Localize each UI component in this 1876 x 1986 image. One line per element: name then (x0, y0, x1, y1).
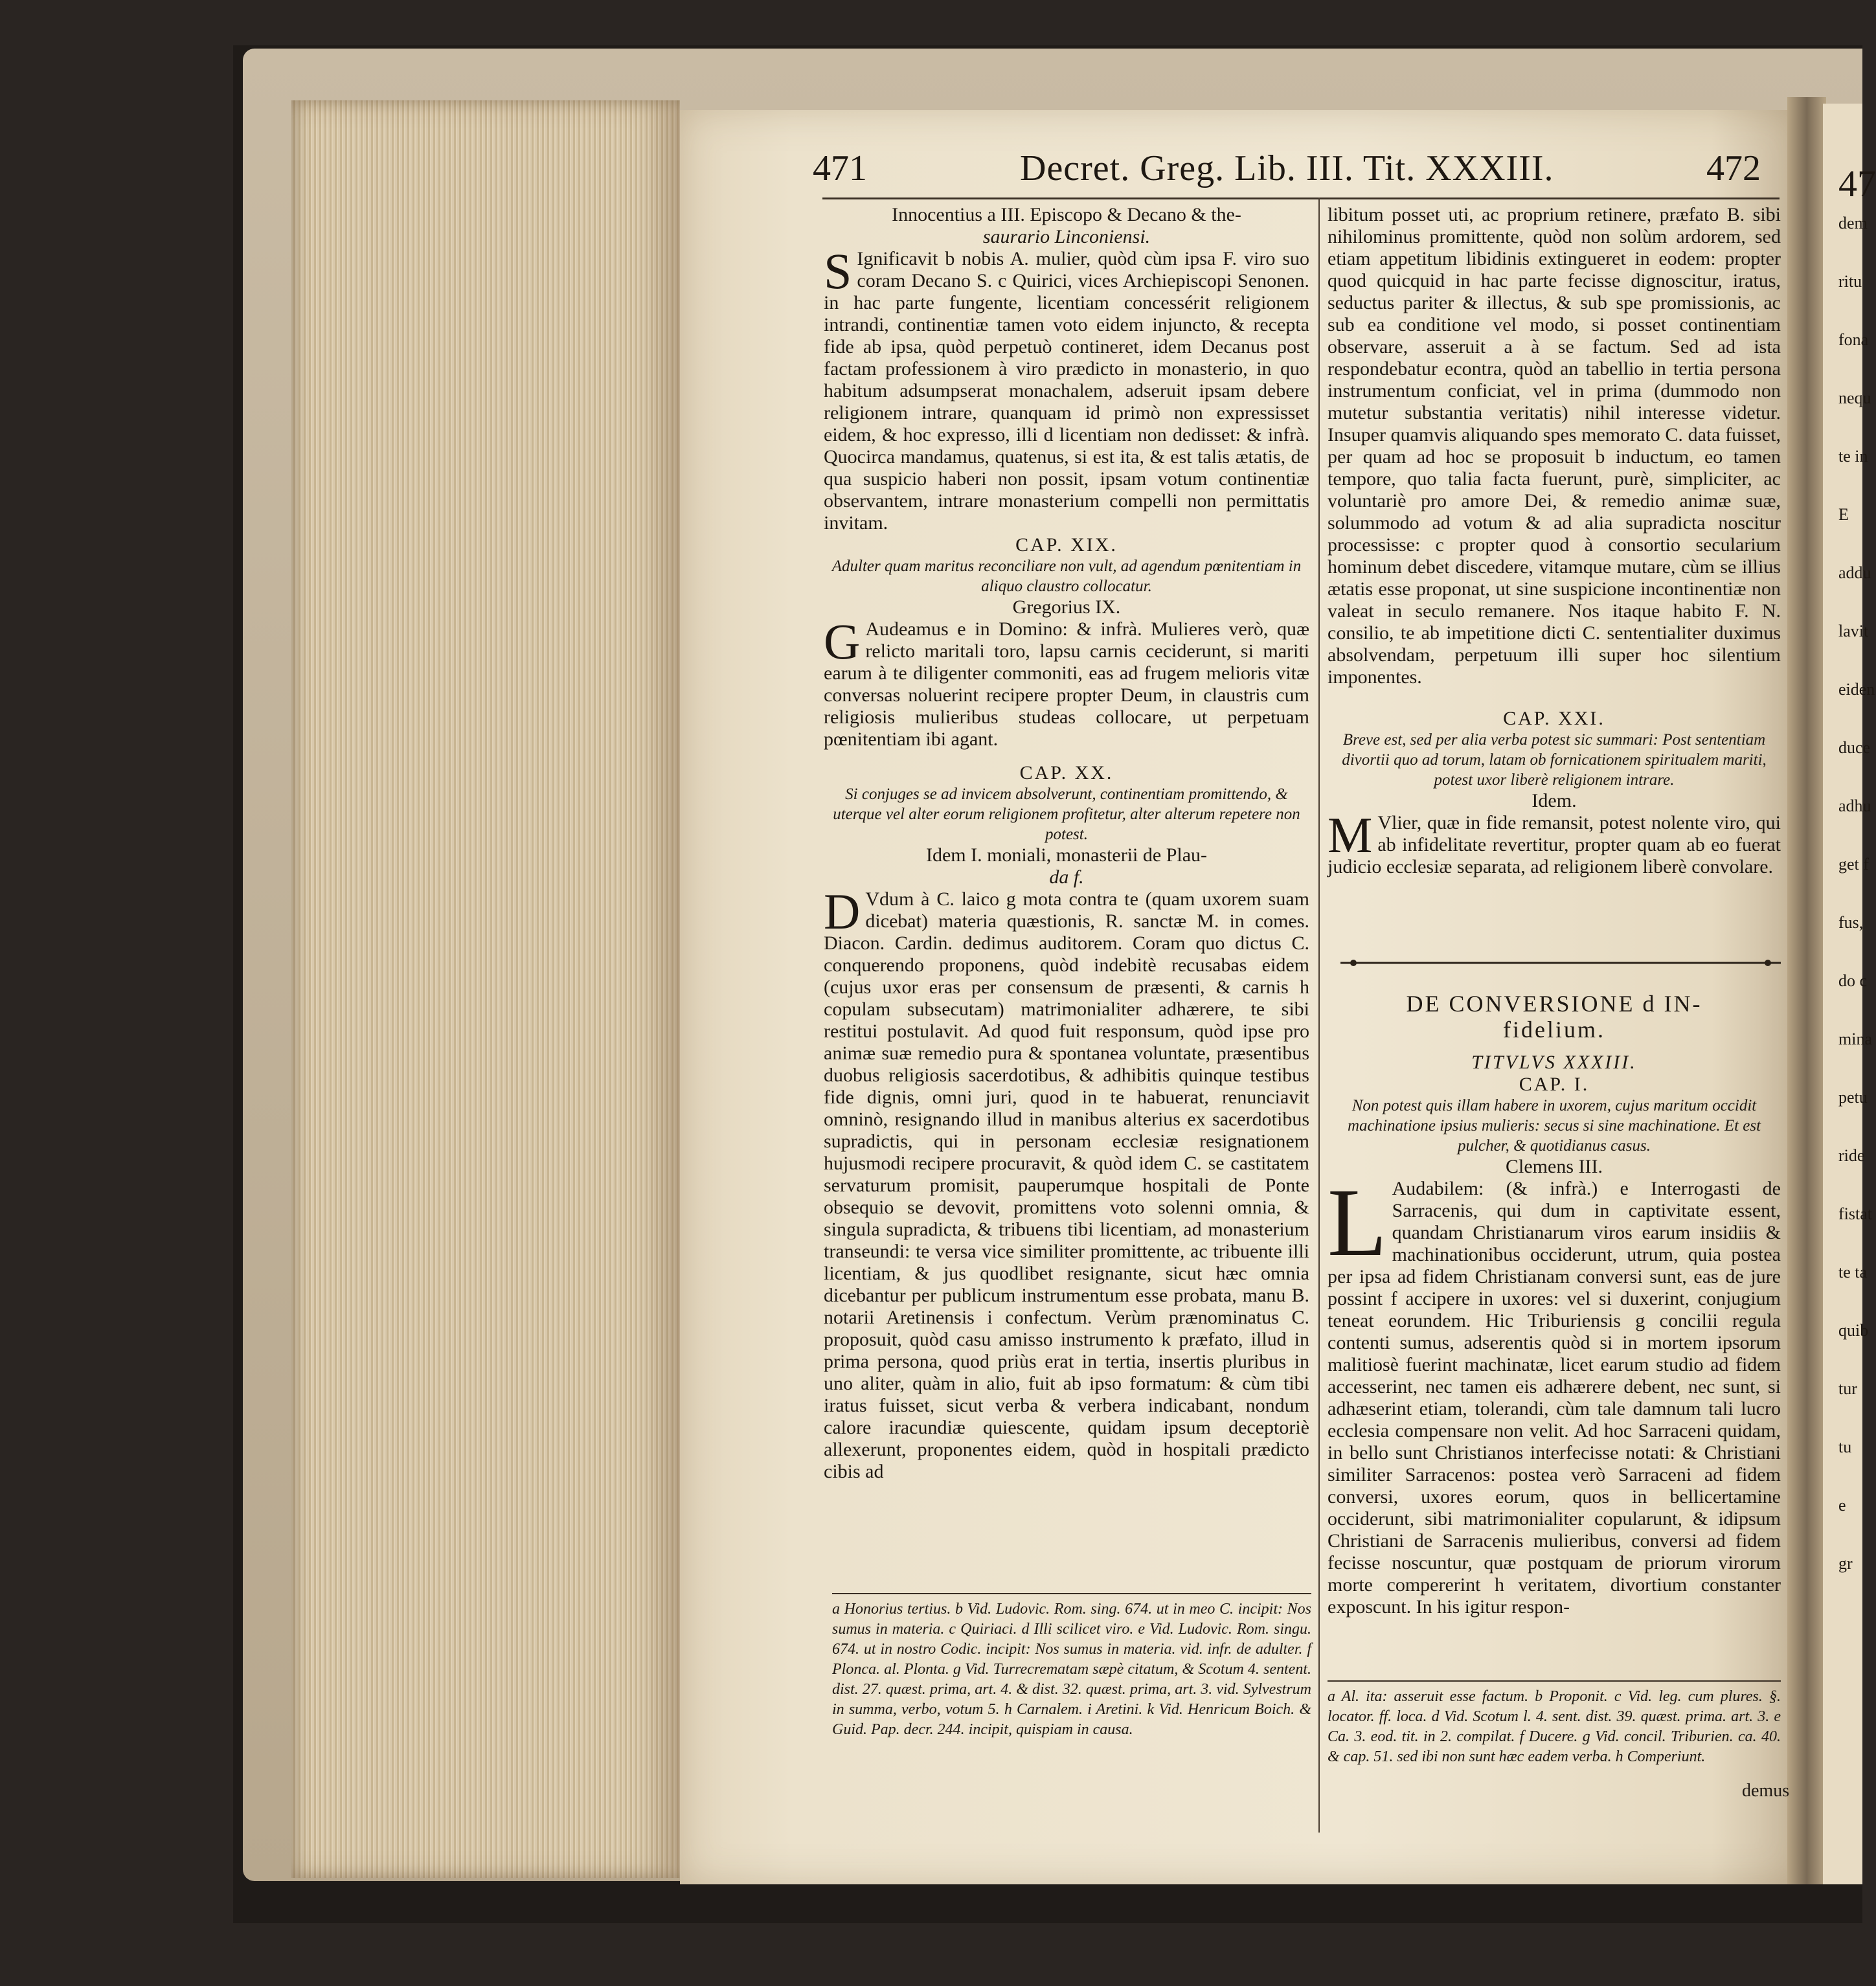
drop-cap: G (824, 613, 861, 670)
chapter-heading: CAP. XX. (1019, 762, 1114, 784)
page-stack-edge (291, 100, 680, 1878)
header-rule (822, 197, 1780, 199)
facing-page-fragment-text: quib (1838, 1321, 1869, 1340)
facing-page-fragment-text: adhu (1838, 796, 1871, 815)
facing-page-fragment-text: ritu (1838, 272, 1862, 291)
page-number-left: 471 (813, 148, 867, 188)
right-column-section (1328, 991, 1781, 1618)
chapter-author: Idem. (1531, 790, 1577, 811)
footnotes-right: a Al. ita: asseruit esse factum. b Proponit. c Vid. leg. cum plures. §. locator. ff. loca. d Vid. Scotum l. 4. sent. dist. 39. quæst. prima. art. 3. e Ca. 3. eod. tit. in 2. compilat. f Ducere. g Vid. concil. Triburien. ca. 40. & cap. 51. sed ibi non sunt hæc eadem verba. h Comperiunt. (1328, 1688, 1781, 1765)
facing-page-fragment-text: dem (1838, 214, 1868, 232)
paragraph (1328, 1169, 1781, 1618)
drop-cap: L (1328, 1169, 1387, 1276)
facing-page-fragment-text: ride (1838, 1146, 1865, 1165)
drop-cap: S (824, 243, 852, 299)
facing-page-fragment-text: get f (1838, 855, 1869, 874)
facing-page-fragment-text: gr (1838, 1554, 1853, 1573)
paragraph (824, 243, 1309, 534)
chapter-author: Idem I. moniali, monasterii de Plau- (925, 844, 1208, 866)
chapter-heading: CAP. XXI. (1503, 708, 1605, 729)
paragraph-text: libitum posset uti, ac proprium retinere, præfato B. sibi nihilominus promittente, quòd non solùm ardorem, sed etiam appetitum libidinis extingueret in eodem: propter quod quicquid in hac parte fecisse dignoscitur, iratus, seductus pariter & illectus, & sub spe promissionis, ac sub ea conditione vel modo, si posset continentiam observare, asseruit a à se factum. Sed ad ista respondebatur econtra, quòd an tabellio in tertia persona instrumentum conficiat, vel in prima (dummodo non mutetur substantia veritatis) nihil interesse videtur. Insuper quamvis aliquando spes memorato C. data fuisset, per quam ad hoc se proposuit b inductum, eo tamen tempore, quo talia facta fuerunt, purè, simpliciter, ac voluntariè pro amore Dei, & remedio animæ suæ, solummodo ad votum & ad alia supradicta noscitur processisse: c propter quod à consortio secularium hominum debet discedere, vitamque mutare, cùm se illius ætatis esse proponat, ut sine suspicione incontinentiæ non valeat in seculo remanere. Nos itaque habito F. N. consilio, te ab impetitione dicti C. sententialiter duximus absolvendam, perpetuum illi super hoc silentium imponentes. (1328, 204, 1781, 688)
left-column (824, 204, 1309, 1483)
facing-page-fragment-text: addu (1838, 563, 1871, 582)
paragraph-text: Vdum à C. laico g mota contra te (quam uxorem suam dicebat) materia quæstionis, R. sanctæ M. in comes. Diacon. Cardin. dedimus auditorem. Coram quo dictus C. conquerendo proponens, quòd indebitè recusabas eidem (cujus uxor eras per consensum de præsenti, & carnis h copulam subsecutam) matrimonialiter adhærere, te sibi restitui postulavit. Ad quod fuit responsum, quòd ipse pro animæ suæ remedio pura & spontanea voluntate, præsentibus duobus religiosis sacerdotibus, & adhibitis quinque testibus fide dignis, omni juri, quod in te habuerat, renunciavit omninò, resignando illud in manibus alterius ex sacerdotibus supradictis, qui in personam ecclesiæ resignationem hujusmodi recipere procuravit, & quòd idem C. se castitatem servaturum promisit, pauperumque hospitali de Ponte obsequio se devovit, promittens voto solenni omnia, & singula supradicta, & tribuens tibi licentiam, ad monasterium transeundi: te versa vice similiter promittente, ac tribuente illi licentiam, & jus quodlibet resignante, sicut hæc omnia dicebantur per publicum instrumentum esse probata, manu B. notarii Aretinensis i confectum. Verùm prænominatus C. proposuit, quòd casu amisso instrumento k præfato, illud in prima persona, quod priùs erat in tertia, insertis pluribus in uno aliter, quàm in alio, fuit ab ipso formatum: & cùm tibi iratus fuisset, sicut verba & verbera indicabant, nondum calore iracundiæ quiescente, quidam ipsum deceptoriè allexerunt, proponentes eidem, quòd in hospitali prædicto cibis ad (824, 888, 1309, 1482)
paragraph-text: Audeamus e in Domino: & infrà. Mulieres verò, quæ relicto maritali toro, lapsu carnis ceciderunt, si mariti earum à te diligenter commoniti, eas ad frugem melioris vitæ conversas noluerint recipere propter Deum, in claustris cum religiosis mulieribus studeas collocare, ut perpetuam pœnitentiam ibi agant. (824, 618, 1309, 750)
right-column (1328, 204, 1781, 878)
paragraph (824, 883, 1309, 1483)
paragraph-text: Vlier, quæ in fide remansit, potest nolente viro, qui ab infidelitate revertitur, propter quam ab eo fuerat judicio ecclesiæ separata, ad religionem liberè convolare. (1328, 812, 1781, 877)
chapter-heading: CAP. XIX. (1015, 534, 1118, 556)
section-title-2: fidelium. (1503, 1017, 1605, 1043)
chapter-author: Clemens III. (1506, 1156, 1603, 1177)
ornamental-rule (1340, 958, 1781, 967)
facing-page-number: 47 (1838, 163, 1876, 205)
catchword: demus (1742, 1781, 1790, 1801)
chapter-author: Gregorius IX. (1012, 596, 1121, 618)
facing-page-fragment-text: eiden (1838, 680, 1875, 699)
footnote-rule (1328, 1680, 1781, 1682)
chapter-summary: Breve est, sed per alia verba potest sic summari: Post sententiam divortii quo ad torum, latam ob fornicationem spiritualem mariti, potest uxor liberè religionem intrare. (1342, 731, 1767, 789)
chapter-author-2: da f. (1049, 866, 1084, 888)
chapter-heading: CAP. I. (1519, 1074, 1590, 1095)
book-gutter (1787, 97, 1826, 1884)
intro-author-2: saurario Linconiensi. (982, 226, 1151, 247)
chapter-summary: Non potest quis illam habere in uxorem, cujus maritum occidit machinatione ipsius mulieris: secus si sine machinatione. Et est pulcher, & quotidianus casus. (1347, 1097, 1761, 1155)
facing-page-fragment-text: do c (1838, 971, 1868, 990)
facing-page-fragment-text: fona (1838, 330, 1869, 349)
facing-page-fragment-text: fus, (1838, 913, 1864, 932)
facing-page-fragment-text: te ta (1838, 1263, 1868, 1281)
page-number-right: 472 (1706, 148, 1761, 188)
footnote-rule (832, 1593, 1311, 1594)
chapter-summary: Si conjuges se ad invicem absolverunt, continentiam promittendo, & uterque vel alter eorum religionem profitetur, alter alterum repetere non potest. (833, 785, 1300, 843)
paragraph-text: Ignificavit b nobis A. mulier, quòd cùm ipsa F. viro suo coram Decano S. c Quirici, vices Archiepiscopi Senonen. in hac parte fungente, licentiam concessérit religionem intrandi, continentiæ tamen voto eidem injuncto, & recepta fide ab ipsa, quòd perpetuò contineret, idem Decanus post factam professionem à viro prædicto in monasterio, in quo habitum adsumpserat monachalem, adseruit ipsam debere religionem intrare, quanquam id primò non expressisset eidem, & hoc expresso, illi d licentiam non dedisset: & infrà. Quocirca mandamus, quatenus, si est ita, & est talis ætatis, de qua suspicio haberi non possit, ipsam votum continentiæ observantem, intrare monasterium compelli non permittatis invitam. (824, 248, 1309, 534)
chapter-summary: Adulter quam maritus reconciliare non vult, ad agendum pœnitentiam in aliquo claustro collocatur. (831, 558, 1302, 595)
running-header (813, 148, 1784, 199)
intro-author: Innocentius a III. Episcopo & Decano & the- (892, 204, 1241, 225)
facing-page-fragment-text: E (1838, 505, 1849, 524)
drop-cap: M (1328, 807, 1373, 863)
paragraph (824, 613, 1309, 750)
facing-page-fragment-text: lavit (1838, 622, 1869, 640)
titulus-heading: TITVLVS XXXIII. (1471, 1052, 1637, 1073)
facing-page-fragment-text: tu (1838, 1438, 1852, 1456)
drop-cap: D (824, 883, 861, 940)
facing-page-fragment-text: e (1838, 1496, 1846, 1515)
column-divider (1318, 197, 1320, 1833)
section-title: DE CONVERSIONE d IN- (1406, 991, 1702, 1017)
running-title: Decret. Greg. Lib. III. Tit. XXXIII. (1020, 148, 1554, 188)
facing-page-fragment-text: mina (1838, 1030, 1872, 1048)
footnotes-left: a Honorius tertius. b Vid. Ludovic. Rom. sing. 674. ut in meo C. incipit: Nos sumus in materia. c Quiriaci. d Illi scilicet viro. e Vid. Ludovic. Rom. singu. 674. ut in nostro Codic. incipit: Nos sumus in materia. vid. infr. de adulter. f Plonca. al. Plonta. g Vid. Turrecrematam sæpè citatum, & Scotum 4. sentent. dist. 27. quæst. prima, art. 4. & dist. 32. quæst. prima, art. 3. vid. Sylvestrum in summa, verbo, votum 5. h Carnalem. i Aretini. k Vid. Henricum Boich. & Guid. Pap. decr. 244. incipit, quispiam in causa. (832, 1601, 1311, 1738)
facing-page-fragment-text: tur (1838, 1379, 1857, 1398)
paragraph (1328, 807, 1781, 878)
facing-page-fragment-text: fistat (1838, 1204, 1872, 1223)
facing-page-fragment (1823, 104, 1876, 1884)
facing-page-fragment-text: nequ (1838, 389, 1871, 407)
facing-page-fragment-text: petu (1838, 1088, 1868, 1107)
paragraph-text: Audabilem: (& infrà.) e Interrogasti de Sarracenis, qui dum in captivitate essent, quandam Christianarum viros earum insidiis & machinationibus occiderunt, utrum, quia postea per ipsa ad fidem Christianam conversi sunt, eas de jure possint f accipere in uxores: vel si duxerint, conjugium teneat eorundem. Hic Triburiensis g concilii regula contenti sumus, adserentis quòd si in mortem ipsorum malitiosè fuerint machinatæ, licet earum studio ad fidem accesserint, nec tamen eis adhærere debent, nec sunt, si adhæserint etiam, tolerandi, cùm tale damnum tali lucro ecclesia compensare non velit. Ad hoc Sarraceni quidam, in bello sunt Christianos interfecisse notati: & Christiani similiter Sarracenos: postea verò Sarraceni ad fidem conversi, uxores eorum, quos in bellicertamine occiderunt, sibi matrimonialiter copularunt, & idipsum Christiani de Sarracenis mulieribus, conversi ad fidem fecisse noscuntur, quæ postquam de priorum virorum morte compererint h veritatem, divortium constanter exposcunt. In his igitur respon- (1328, 1178, 1781, 1618)
facing-page-fragment-text: duce (1838, 738, 1871, 757)
facing-page-fragment-text: te in (1838, 447, 1868, 466)
